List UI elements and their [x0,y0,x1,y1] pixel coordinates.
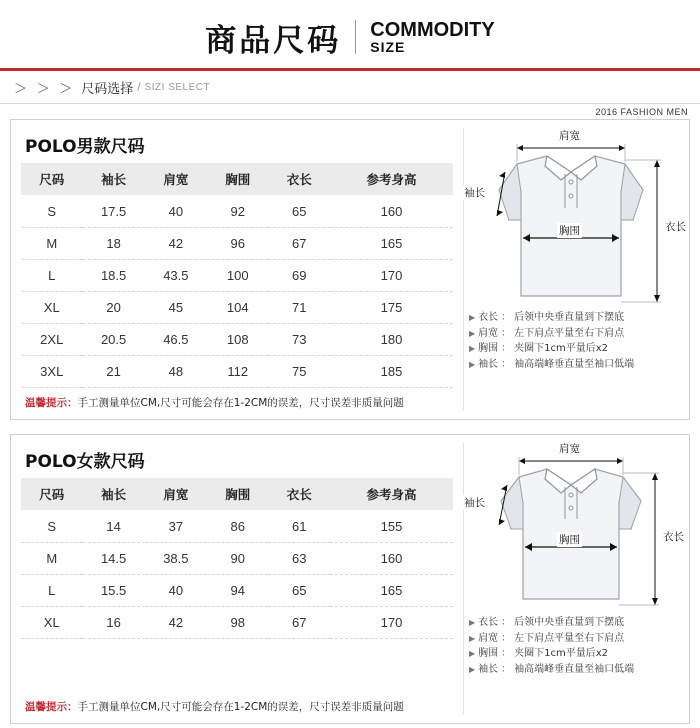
table-cell: 14.5 [83,543,145,575]
legend-desc: 后领中央垂直量到下摆底 [514,312,625,323]
column-header: 衣长 [268,478,330,511]
table-cell: XL [21,292,83,324]
table-cell: 40 [145,575,207,607]
table-row [21,543,453,575]
table-cell: 40 [145,196,207,228]
section-label-cn: 尺码选择 [81,81,134,97]
bullet-triangle-icon: ▶ [469,328,476,338]
table-cell: 170 [330,260,453,292]
size-table-container-men [11,120,461,419]
table-cell: S [21,511,83,543]
table-row [21,356,453,388]
card-title-men: POLO男款尺码 [25,137,145,157]
legend-key: 衣长 [478,617,499,628]
table-cell: 100 [207,260,269,292]
polo-diagram-women [461,435,689,723]
table-cell: 175 [330,292,453,324]
table-cell: XL [21,607,83,639]
column-header: 胸围 [207,478,269,511]
table-cell: 71 [268,292,330,324]
legend-key: 肩宽 [478,632,499,644]
legend-item: ▶ 衣长 ： 后领中央垂直量到下摆底 [469,615,634,631]
polo-diagram-men [461,120,689,419]
table-cell: 15.5 [83,575,145,607]
diagram-container-men [461,120,689,419]
legend-desc: 袖高端峰垂直量至袖口低端 [514,358,635,370]
column-header: 参考身高 [330,163,453,196]
page-title-en [370,20,494,54]
column-header: 胸围 [207,163,269,196]
label-shoulder: 肩宽 [559,443,580,455]
bullet-triangle-icon: ▶ [469,359,476,369]
legend-desc: 后领中央垂直量到下摆底 [514,617,625,628]
table-cell: 170 [330,607,453,639]
table-cell: 160 [330,543,453,575]
bullet-triangle-icon: ▶ [469,344,476,353]
bullet-triangle-icon: ▶ [469,313,476,322]
table-row [21,575,453,607]
label-bust: 胸围 [559,534,580,546]
column-header: 袖长 [83,478,145,511]
section-header [0,71,700,104]
size-table-container-women [11,435,461,723]
size-table-women [21,478,453,639]
table-cell: 94 [207,575,269,607]
column-header: 尺码 [21,478,83,511]
legend-item: ▶ 胸围 ： 夹圈下1cm平量后x2 [469,341,634,357]
section-slash: / [137,80,141,94]
legend-key: 肩宽 [478,327,499,339]
table-cell: 43.5 [145,260,207,292]
table-cell: 67 [268,607,330,639]
column-header: 衣长 [268,163,330,196]
table-cell: 18.5 [83,260,145,292]
bullet-triangle-icon: ▶ [469,664,476,674]
note-label: 温馨提示： [25,397,78,409]
table-cell: 3XL [21,356,83,388]
table-cell: 20 [83,292,145,324]
column-header: 肩宽 [145,478,207,511]
table-row [21,260,453,292]
table-cell: 65 [268,575,330,607]
chevrons-icon: ＞ ＞ ＞ [14,80,76,96]
table-cell: 108 [207,324,269,356]
table-cell: 96 [207,228,269,260]
legend-desc: 夹圈下1cm平量后x2 [514,648,609,659]
table-cell: 185 [330,356,453,388]
column-header: 袖长 [83,163,145,196]
legend-desc: 左下肩点平量至右下肩点 [514,327,625,339]
table-row [21,292,453,324]
title-divider [355,20,356,54]
measurement-note-men [21,388,453,413]
legend-item: ▶ 衣长 ： 后领中央垂直量到下摆底 [469,310,634,326]
table-cell: 86 [207,511,269,543]
section-label-en: SIZI SELECT [144,81,211,93]
table-cell: 42 [145,607,207,639]
legend-key: 胸围 [478,648,499,659]
table-row [21,511,453,543]
measure-legend-men [469,310,634,372]
label-sleeve: 袖长 [464,187,485,199]
bullet-triangle-icon: ▶ [469,649,476,658]
column-header: 尺码 [21,163,83,196]
legend-key: 袖长 [478,663,499,675]
table-cell: 42 [145,228,207,260]
note-text: 手工测量单位CM,尺寸可能会存在1-2CM的误差，尺寸误差非质量问题 [77,397,404,409]
page-title-en-line2: SIZE [370,39,406,55]
table-cell: 69 [268,260,330,292]
table-cell: 92 [207,196,269,228]
legend-item: ▶ 胸围 ： 夹圈下1cm平量后x2 [469,646,634,662]
table-cell: 104 [207,292,269,324]
table-cell: S [21,196,83,228]
page-title: 商品尺码 [205,22,342,59]
table-cell: 155 [330,511,453,543]
legend-key: 胸围 [478,343,499,354]
table-cell: 21 [83,356,145,388]
table-cell: 46.5 [145,324,207,356]
size-table-men [21,163,453,388]
table-cell: 45 [145,292,207,324]
table-cell: M [21,228,83,260]
table-cell: M [21,543,83,575]
page-header [0,0,700,68]
table-cell: 63 [268,543,330,575]
label-length: 衣长 [665,221,686,233]
table-cell: 73 [268,324,330,356]
measure-legend-women [469,615,634,677]
table-cell: 65 [268,196,330,228]
table-cell: 18 [83,228,145,260]
table-cell: L [21,260,83,292]
measurement-note-women [21,639,453,717]
table-cell: 98 [207,607,269,639]
table-cell: 112 [207,356,269,388]
card-title-women: POLO女款尺码 [25,452,145,472]
table-cell: 2XL [21,324,83,356]
table-cell: 165 [330,228,453,260]
legend-item: ▶ 肩宽 ： 左下肩点平量至右下肩点 [469,326,634,342]
table-cell: 48 [145,356,207,388]
table-cell: 17.5 [83,196,145,228]
table-row [21,607,453,639]
page-title-en-line1: COMMODITY [370,19,495,41]
table-header-row [21,478,453,511]
table-cell: 160 [330,196,453,228]
table-cell: 37 [145,511,207,543]
table-cell: L [21,575,83,607]
table-row [21,324,453,356]
column-header: 肩宽 [145,163,207,196]
table-cell: 61 [268,511,330,543]
label-length: 衣长 [663,531,684,543]
legend-key: 衣长 [478,312,499,323]
legend-item: ▶ 袖长 ： 袖高端峰垂直量至袖口低端 [469,357,634,373]
legend-item: ▶ 肩宽 ： 左下肩点平量至右下肩点 [469,631,634,647]
table-header-row [21,163,453,196]
column-header: 参考身高 [330,478,453,511]
table-row [21,196,453,228]
table-cell: 14 [83,511,145,543]
table-cell: 180 [330,324,453,356]
label-shoulder: 肩宽 [559,130,580,142]
label-sleeve: 袖长 [464,497,485,509]
bullet-triangle-icon: ▶ [469,633,476,643]
bullet-triangle-icon: ▶ [469,618,476,627]
table-cell: 38.5 [145,543,207,575]
note-label: 温馨提示： [25,701,78,713]
table-cell: 16 [83,607,145,639]
legend-item: ▶ 袖长 ： 袖高端峰垂直量至袖口低端 [469,662,634,678]
corner-caption: 2016 FASHION MEN [595,107,688,117]
legend-desc: 夹圈下1cm平量后x2 [514,343,609,354]
legend-desc: 袖高端峰垂直量至袖口低端 [514,663,635,675]
diagram-container-women [461,435,689,723]
table-cell: 67 [268,228,330,260]
table-cell: 75 [268,356,330,388]
note-text: 手工测量单位CM,尺寸可能会存在1-2CM的误差，尺寸误差非质量问题 [77,701,404,713]
table-cell: 90 [207,543,269,575]
label-bust: 胸围 [559,225,580,237]
legend-desc: 左下肩点平量至右下肩点 [514,632,625,644]
table-cell: 20.5 [83,324,145,356]
table-cell: 165 [330,575,453,607]
legend-key: 袖长 [478,358,499,370]
table-row [21,228,453,260]
size-card-women [10,434,690,724]
size-card-men [10,119,690,420]
